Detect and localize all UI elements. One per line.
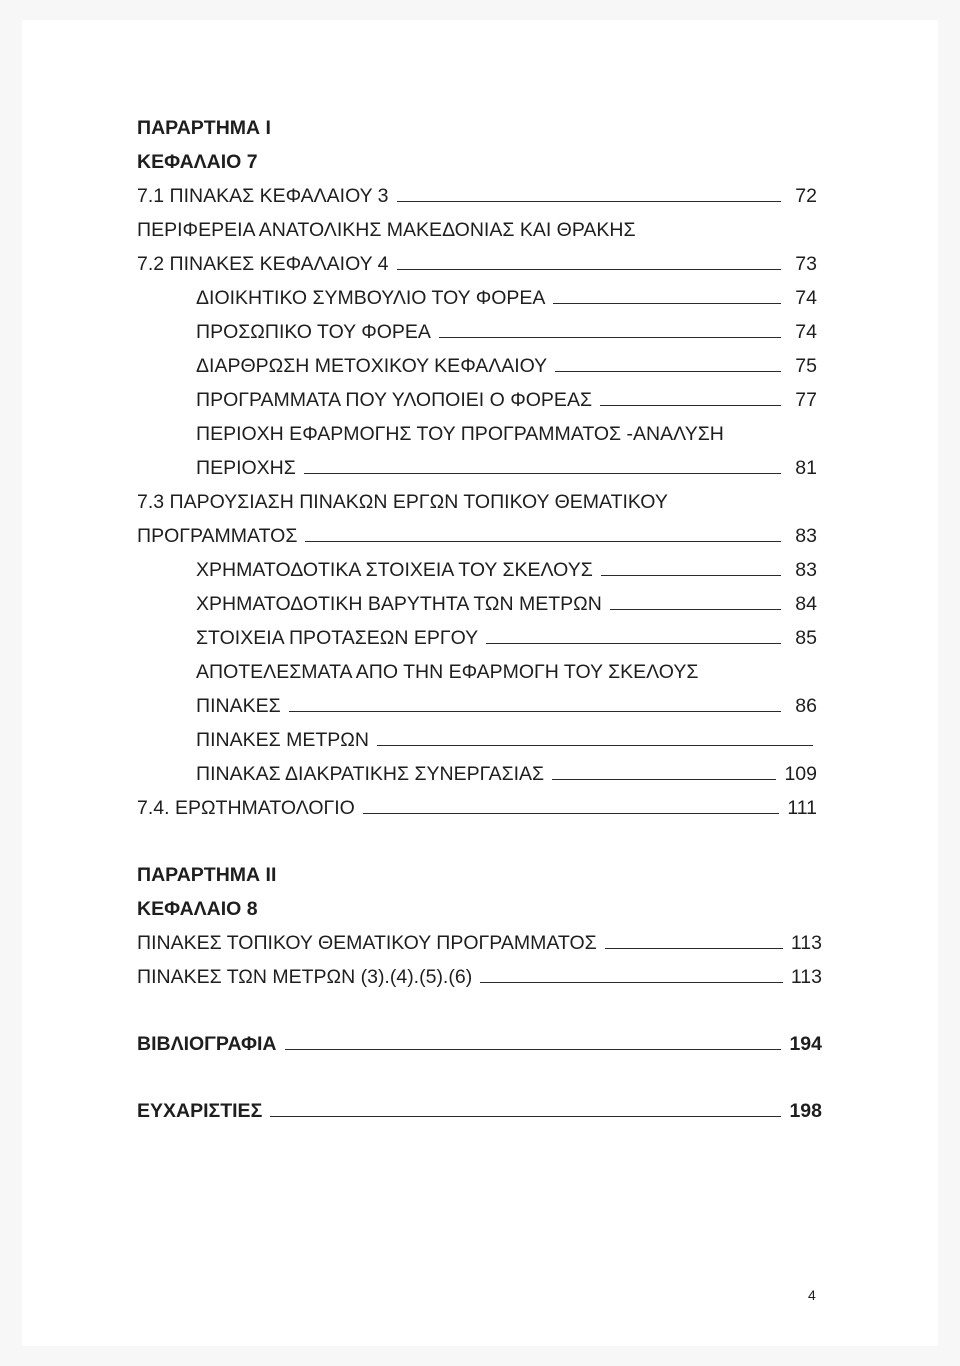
toc-leader (304, 473, 781, 474)
toc-entry[interactable]: ΧΡΗΜΑΤΟΔΟΤΙΚΑ ΣΤΟΙΧΕΙΑ ΤΟΥ ΣΚΕΛΟΥΣ 83 (196, 559, 817, 581)
page-number: 4 (808, 1287, 816, 1303)
toc-page-number: 111 (787, 797, 817, 819)
toc-entry[interactable]: ΣΤΟΙΧΕΙΑ ΠΡΟΤΑΣΕΩΝ ΕΡΓΟΥ 85 (196, 627, 817, 649)
toc-heading-appendix-1: ΠΑΡΑΡΤΗΜΑ Ι (137, 117, 271, 139)
toc-entry[interactable]: 7.3 ΠΑΡΟΥΣΙΑΣΗ ΠΙΝΑΚΩΝ ΕΡΓΩΝ ΤΟΠΙΚΟΥ ΘΕΜΑΤΙΚΟΥ (137, 491, 668, 513)
toc-page-number: 74 (795, 321, 817, 343)
toc-entry[interactable]: ΠΙΝΑΚΕΣ ΤΟΠΙΚΟΥ ΘΕΜΑΤΙΚΟΥ ΠΡΟΓΡΑΜΜΑΤΟΣ 113 (137, 932, 822, 954)
toc-page-number: 113 (790, 966, 822, 988)
toc-entry[interactable]: 7.1 ΠΙΝΑΚΑΣ ΚΕΦΑΛΑΙΟΥ 3 72 (137, 185, 817, 207)
toc-page-number: 113 (790, 932, 822, 954)
toc-page-number: 85 (795, 627, 817, 649)
toc-page-number: 77 (795, 389, 817, 411)
toc-entry[interactable]: ΠΕΡΙΦΕΡΕΙΑ ΑΝΑΤΟΛΙΚΗΣ ΜΑΚΕΔΟΝΙΑΣ ΚΑΙ ΘΡΑΚΗΣ (137, 219, 636, 241)
toc-page-number: 72 (795, 185, 817, 207)
toc-page-number: 73 (795, 253, 817, 275)
toc-entry[interactable]: ΔΙΟΙΚΗΤΙΚΟ ΣΥΜΒΟΥΛΙΟ ΤΟΥ ΦΟΡΕΑ 74 (196, 287, 817, 309)
toc-page-number: 83 (795, 559, 817, 581)
toc-leader (285, 1049, 782, 1050)
toc-entry[interactable]: ΠΙΝΑΚΕΣ 86 (196, 695, 817, 717)
toc-entry-acknowledgements[interactable]: ΕΥΧΑΡΙΣΤΙΕΣ 198 (137, 1100, 822, 1122)
toc-leader (555, 371, 781, 372)
toc-entry-bibliography[interactable]: ΒΙΒΛΙΟΓΡΑΦΙΑ 194 (137, 1033, 822, 1055)
toc-entry[interactable]: ΠΙΝΑΚΑΣ ΔΙΑΚΡΑΤΙΚΗΣ ΣΥΝΕΡΓΑΣΙΑΣ 109 (196, 763, 817, 785)
toc-leader (553, 303, 781, 304)
toc-page-number: 81 (795, 457, 817, 479)
toc-entry[interactable]: ΠΡΟΓΡΑΜΜΑΤΑ ΠΟΥ ΥΛΟΠΟΙΕΙ Ο ΦΟΡΕΑΣ 77 (196, 389, 817, 411)
toc-leader (480, 982, 783, 983)
toc-page-number: 194 (789, 1033, 822, 1055)
toc-page-number: 83 (795, 525, 817, 547)
toc-entry[interactable]: 7.2 ΠΙΝΑΚΕΣ ΚΕΦΑΛΑΙΟΥ 4 73 (137, 253, 817, 275)
toc-leader (363, 813, 780, 814)
toc-leader (610, 609, 781, 610)
toc-page-number: 74 (795, 287, 817, 309)
toc-heading-chapter-7: ΚΕΦΑΛΑΙΟ 7 (137, 151, 258, 173)
toc-leader (397, 269, 781, 270)
toc-leader (270, 1116, 781, 1117)
toc-leader (486, 643, 781, 644)
toc-leader (601, 575, 781, 576)
toc-entry[interactable]: ΧΡΗΜΑΤΟΔΟΤΙΚΗ ΒΑΡΥΤΗΤΑ ΤΩΝ ΜΕΤΡΩΝ 84 (196, 593, 817, 615)
toc-entry[interactable]: ΑΠΟΤΕΛΕΣΜΑΤΑ ΑΠΟ ΤΗΝ ΕΦΑΡΜΟΓΗ ΤΟΥ ΣΚΕΛΟΥΣ (196, 661, 699, 683)
toc-leader (552, 779, 776, 780)
toc-entry[interactable]: ΠΡΟΓΡΑΜΜΑΤΟΣ 83 (137, 525, 817, 547)
toc-entry[interactable]: ΠΙΝΑΚΕΣ ΜΕΤΡΩΝ (196, 717, 813, 751)
toc-entry[interactable]: ΔΙΑΡΘΡΩΣΗ ΜΕΤΟΧΙΚΟΥ ΚΕΦΑΛΑΙΟΥ 75 (196, 355, 817, 377)
toc-page-number: 75 (795, 355, 817, 377)
toc-leader (439, 337, 781, 338)
toc-page-number: 198 (789, 1100, 822, 1122)
toc-page-number: 109 (784, 763, 817, 785)
toc-leader (377, 745, 813, 746)
toc-entry[interactable]: 7.4. ΕΡΩΤΗΜΑΤΟΛΟΓΙΟ 111 (137, 797, 817, 819)
toc-page-number: 84 (795, 593, 817, 615)
toc-entry[interactable]: ΠΕΡΙΟΧΗΣ 81 (196, 457, 817, 479)
toc-leader (305, 541, 781, 542)
toc-heading-appendix-2: ΠΑΡΑΡΤΗΜΑ ΙΙ (137, 864, 277, 886)
toc-page-number: 86 (795, 695, 817, 717)
toc-entry[interactable]: ΠΙΝΑΚΕΣ ΤΩΝ ΜΕΤΡΩΝ (3).(4).(5).(6) 113 (137, 966, 822, 988)
toc-entry[interactable]: ΠΕΡΙΟΧΗ ΕΦΑΡΜΟΓΗΣ ΤΟΥ ΠΡΟΓΡΑΜΜΑΤΟΣ -ΑΝΑΛΥΣΗ (196, 423, 724, 445)
toc-heading-chapter-8: ΚΕΦΑΛΑΙΟ 8 (137, 898, 258, 920)
toc-leader (289, 711, 781, 712)
toc-leader (600, 405, 781, 406)
toc-entry[interactable]: ΠΡΟΣΩΠΙΚΟ ΤΟΥ ΦΟΡΕΑ 74 (196, 321, 817, 343)
toc-leader (605, 948, 783, 949)
toc-leader (397, 201, 781, 202)
